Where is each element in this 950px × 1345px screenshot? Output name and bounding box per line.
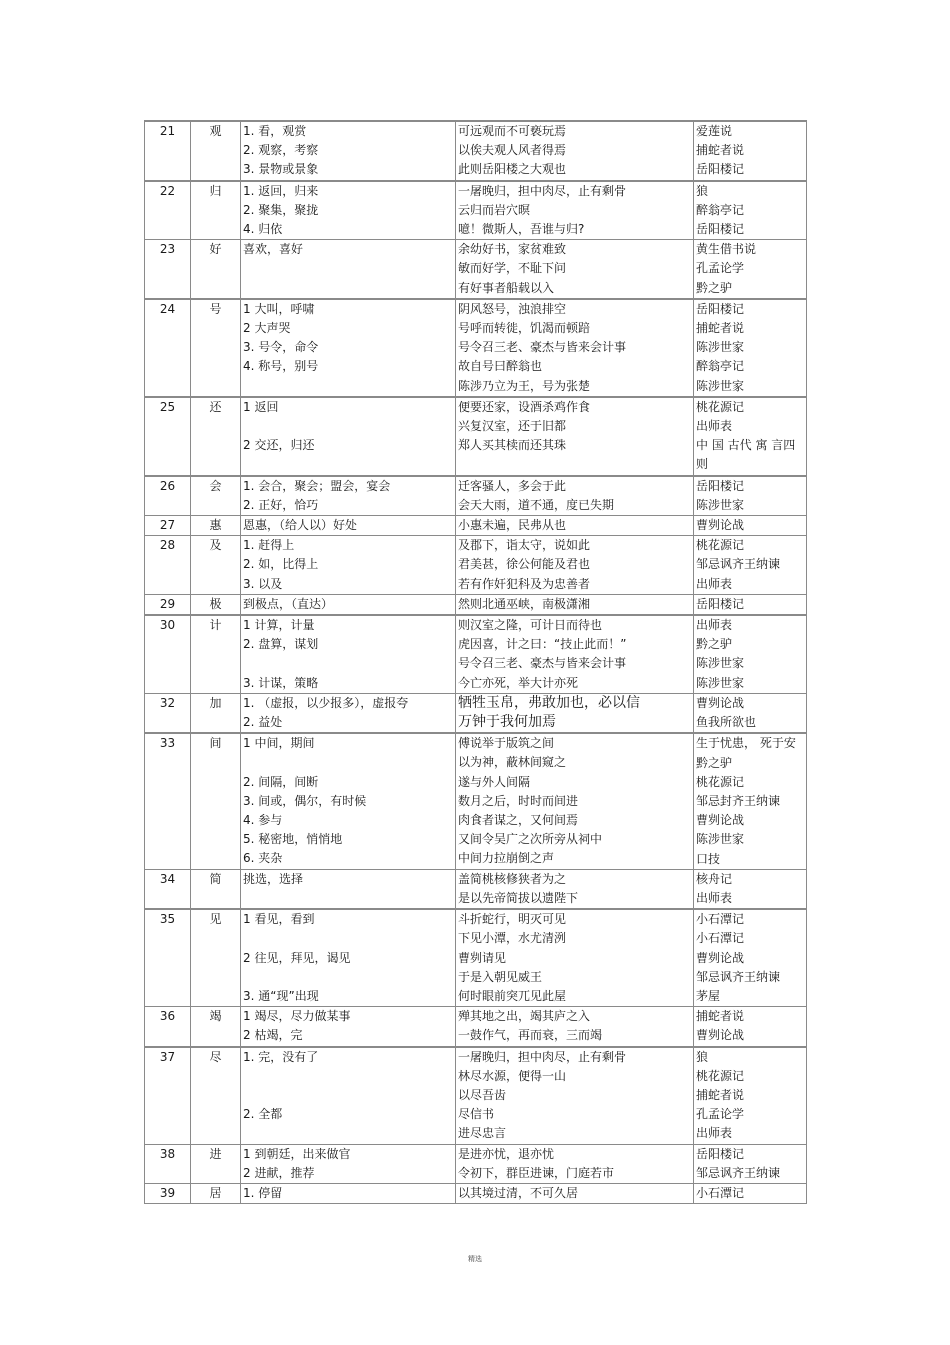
meaning-line: 2. 全都	[243, 1107, 283, 1122]
meaning-line: 3. 以及	[243, 576, 283, 591]
meaning-line: 2. 间隔，间断	[243, 774, 319, 789]
example-line: 今亡亦死，举大计亦死	[458, 675, 579, 690]
headword: 尽	[191, 1047, 241, 1145]
meaning-line: 1 中间，期间	[243, 736, 315, 751]
meaning-line: 恩惠，（给人以）好处	[243, 518, 358, 533]
example-line: 肉食者谋之，又何间焉	[458, 813, 579, 828]
source-cell	[694, 299, 807, 397]
meaning-line: 3. 间或，偶尔，有时候	[243, 793, 367, 808]
meaning-line: 1 返回	[243, 399, 279, 414]
example-cell	[456, 869, 694, 909]
src-line: 黄生借书说	[696, 242, 757, 257]
src-line: 捕蛇者说	[696, 1087, 745, 1102]
example-line: 然则北通巫峡，南极潇湘	[458, 596, 591, 611]
meaning-cell	[241, 1144, 456, 1183]
source-cell	[694, 594, 807, 615]
example-line: 便要还家，设酒杀鸡作食	[458, 399, 591, 414]
example-line: 噫！微斯人，吾谁与归?	[458, 221, 585, 236]
example-cell	[456, 397, 694, 476]
src-line: 陈涉世家	[696, 675, 745, 690]
src-line: 醉翁亭记	[696, 359, 745, 374]
meaning-line: 2. 观察，考察	[243, 143, 319, 158]
example-line: 可远观而不可亵玩焉	[458, 124, 567, 138]
example-line: 迁客骚人，多会于此	[458, 478, 567, 493]
meaning-line: 1. 停留	[243, 1185, 283, 1200]
row-number: 35	[145, 909, 191, 1007]
meaning-cell	[241, 299, 456, 397]
row-number: 26	[145, 476, 191, 516]
source-cell	[694, 693, 807, 733]
example-line: 小惠未遍，民弗从也	[458, 518, 567, 533]
example-cell	[456, 1047, 694, 1145]
meaning-cell	[241, 516, 456, 536]
meaning-line: 2. 如，比得上	[243, 557, 319, 572]
meaning-cell	[241, 240, 456, 299]
row-number: 33	[145, 733, 191, 869]
row-number: 30	[145, 615, 191, 693]
row-number: 27	[145, 516, 191, 536]
src-line: 曹刿论战	[696, 695, 745, 710]
src-line: 爱莲说	[696, 124, 733, 138]
headword: 及	[191, 536, 241, 595]
meaning-cell	[241, 909, 456, 1007]
meaning-line	[243, 968, 453, 987]
src-line: 黔之驴	[696, 280, 733, 295]
src-line: 曹刿论战	[696, 1028, 745, 1043]
meaning-line	[243, 377, 453, 396]
source-cell	[694, 240, 807, 299]
meaning-line: 1 到朝廷，出来做官	[243, 1146, 351, 1161]
headword: 间	[191, 733, 241, 869]
table-row	[145, 476, 807, 516]
row-number: 32	[145, 693, 191, 733]
meaning-cell	[241, 181, 456, 240]
src-line: 陈涉世家	[696, 497, 745, 512]
meaning-line: 5. 秘密地，悄悄地	[243, 832, 343, 847]
row-number: 29	[145, 594, 191, 615]
example-line: 何时眼前突兀见此屋	[458, 988, 567, 1003]
example-line: 郑人买其椟而还其珠	[458, 438, 567, 453]
example-cell	[456, 1183, 694, 1203]
headword: 简	[191, 869, 241, 909]
src-line: 曹刿论战	[696, 518, 745, 533]
source-cell	[694, 121, 807, 181]
meaning-cell	[241, 1047, 456, 1145]
table-row	[145, 594, 807, 615]
src-line: 陈涉世家	[696, 832, 745, 847]
headword: 归	[191, 181, 241, 240]
example-line: 一鼓作气，再而衰，三而竭	[458, 1028, 603, 1043]
source-cell	[694, 909, 807, 1007]
row-number: 34	[145, 869, 191, 909]
example-cell	[456, 594, 694, 615]
example-line: 牺牲玉帛，弗敢加也，必以信	[458, 694, 640, 711]
meaning-line: 2 进献，推荐	[243, 1165, 315, 1180]
meaning-line	[243, 654, 453, 673]
headword: 居	[191, 1183, 241, 1203]
src-line: 孔孟论学	[696, 1107, 745, 1122]
meaning-line	[243, 889, 453, 908]
example-line: 号令召三老、豪杰与皆来会计事	[458, 656, 627, 671]
row-number: 24	[145, 299, 191, 397]
src-line: 狼	[696, 183, 709, 198]
src-line: 鱼我所欲也	[696, 715, 757, 730]
source-cell	[694, 1007, 807, 1047]
example-line: 曹刿请见	[458, 950, 507, 965]
table-row	[145, 693, 807, 733]
example-line: 以为神，蔽林间窥之	[458, 755, 567, 770]
example-line: 君美甚，徐公何能及君也	[458, 557, 591, 572]
source-cell	[694, 869, 807, 909]
src-line: 桃花源记	[696, 1068, 745, 1083]
example-cell	[456, 733, 694, 869]
meaning-line: 2. 聚集，聚拢	[243, 202, 319, 217]
table-row	[145, 1047, 807, 1145]
meaning-cell	[241, 1007, 456, 1047]
headword: 还	[191, 397, 241, 476]
headword: 号	[191, 299, 241, 397]
meaning-line: 2. 益处	[243, 715, 283, 730]
example-line: 敏而好学，不耻下问	[458, 261, 567, 276]
src-line: 捕蛇者说	[696, 143, 745, 158]
meaning-cell	[241, 733, 456, 869]
meaning-line: 3. 计谋，策略	[243, 675, 319, 690]
example-line: 则汉室之隆，可计日而待也	[458, 618, 603, 633]
example-line: 号呼而转徙，饥渴而顿踣	[458, 321, 591, 336]
meaning-line: 1 看见，看到	[243, 912, 315, 927]
meaning-cell	[241, 397, 456, 476]
meaning-line	[243, 279, 453, 298]
src-line: 陈涉世家	[696, 378, 745, 393]
headword: 计	[191, 615, 241, 693]
example-cell	[456, 240, 694, 299]
meaning-line: 3. 通“现”出现	[243, 988, 319, 1003]
table-row	[145, 299, 807, 397]
source-cell	[694, 1183, 807, 1203]
source-cell	[694, 397, 807, 476]
src-line: 捕蛇者说	[696, 321, 745, 336]
table-row	[145, 121, 807, 181]
table-row	[145, 240, 807, 299]
example-cell	[456, 476, 694, 516]
row-number: 28	[145, 536, 191, 595]
headword: 竭	[191, 1007, 241, 1047]
source-cell	[694, 476, 807, 516]
meaning-line: 1 竭尽，尽力做某事	[243, 1009, 351, 1024]
page-footer: 精选	[468, 1255, 482, 1263]
example-cell	[456, 693, 694, 733]
src-line: 黔之驴	[696, 755, 733, 770]
meaning-line	[243, 259, 453, 278]
table-row	[145, 181, 807, 240]
example-line: 于是入朝见威王	[458, 969, 543, 984]
meaning-line: 2. 盘算，谋划	[243, 637, 319, 652]
meaning-line: 1 大叫，呼啸	[243, 301, 315, 316]
table-row	[145, 397, 807, 476]
meaning-line: 到极点，（直达）	[243, 596, 334, 611]
meaning-cell	[241, 615, 456, 693]
example-line: 以俟夫观人风者得焉	[458, 143, 567, 158]
meaning-cell	[241, 476, 456, 516]
src-line: 孔孟论学	[696, 261, 745, 276]
table-body	[145, 121, 807, 1204]
src-line: 醉翁亭记	[696, 202, 745, 217]
example-cell	[456, 536, 694, 595]
src-line: 出师表	[696, 890, 733, 905]
table-row	[145, 1144, 807, 1183]
src-line: 小石潭记	[696, 931, 745, 946]
example-line: 数月之后，时时而间进	[458, 793, 579, 808]
example-line: 故自号曰醉翁也	[458, 359, 543, 374]
src-line: 捕蛇者说	[696, 1009, 745, 1024]
src-line: 出师表	[696, 618, 733, 633]
source-cell	[694, 733, 807, 869]
meaning-line: 2 往见，拜见，谒见	[243, 950, 351, 965]
src-line: 狼	[696, 1049, 709, 1064]
table-row	[145, 1183, 807, 1203]
src-line: 出师表	[696, 576, 733, 591]
table-row	[145, 909, 807, 1007]
src-line: 黔之驴	[696, 637, 733, 652]
meaning-line: 1. 赶得上	[243, 538, 295, 553]
headword: 见	[191, 909, 241, 1007]
example-line: 会天大雨，道不通，度已失期	[458, 497, 615, 512]
src-line: 桃花源记	[696, 774, 745, 789]
table-row	[145, 615, 807, 693]
example-line: 云归而岩穴暝	[458, 202, 531, 217]
meaning-line: 1. 返回，归来	[243, 183, 319, 198]
src-line: 中 国 古代 寓 言四则	[696, 438, 796, 472]
example-line: 是以先帝简拔以遗陛下	[458, 890, 579, 905]
example-line: 若有作奸犯科及为忠善者	[458, 576, 591, 591]
table-row	[145, 1007, 807, 1047]
example-line: 以其境过清，不可久居	[458, 1185, 579, 1200]
example-cell	[456, 1144, 694, 1183]
src-line: 邹忌讽齐王纳谏	[696, 1165, 781, 1180]
source-cell	[694, 516, 807, 536]
meaning-line: 1. 完，没有了	[243, 1049, 319, 1064]
meaning-line: 2 交还，归还	[243, 438, 315, 453]
example-line: 遂与外人间隔	[458, 774, 531, 789]
row-number: 25	[145, 397, 191, 476]
meaning-line	[243, 1086, 453, 1105]
example-line: 下见小潭，水尤清洌	[458, 931, 567, 946]
example-line: 及郡下，诣太守，说如此	[458, 538, 591, 553]
example-line: 是进亦忧，退亦忧	[458, 1146, 555, 1161]
example-line: 中间力拉崩倒之声	[458, 851, 555, 866]
headword: 极	[191, 594, 241, 615]
src-line: 邹忌讽齐王纳谏	[696, 969, 781, 984]
meaning-line: 3. 景物或景象	[243, 162, 319, 177]
meaning-line: 4. 归依	[243, 221, 283, 236]
meaning-line: 1. （虚报，以少报多），虚报夸	[243, 695, 409, 710]
meaning-line: 喜欢，喜好	[243, 242, 304, 257]
table-row	[145, 869, 807, 909]
meaning-line: 1. 会合，聚会；盟会，宴会	[243, 478, 391, 493]
headword: 惠	[191, 516, 241, 536]
source-cell	[694, 1144, 807, 1183]
example-line: 殚其地之出，竭其庐之入	[458, 1009, 591, 1024]
src-line: 出师表	[696, 1126, 733, 1141]
src-line: 陈涉世家	[696, 656, 745, 671]
headword: 加	[191, 693, 241, 733]
src-line: 茅屋	[696, 988, 721, 1003]
example-line: 此则岳阳楼之大观也	[458, 162, 567, 177]
example-line: 余幼好书，家贫难致	[458, 242, 567, 257]
src-line: 岳阳楼记	[696, 162, 745, 177]
src-line: 出师表	[696, 419, 733, 434]
example-cell	[456, 1007, 694, 1047]
example-line: 又间令吴广之次所旁从祠中	[458, 832, 603, 847]
source-cell	[694, 181, 807, 240]
meaning-line: 挑选，选择	[243, 871, 304, 886]
meaning-line: 6. 夹杂	[243, 851, 283, 866]
example-line: 兴复汉室，还于旧都	[458, 419, 567, 434]
meaning-cell	[241, 121, 456, 181]
example-line: 盖简桃核修狭者为之	[458, 871, 567, 886]
meaning-line: 2 大声哭	[243, 321, 291, 336]
meaning-line	[243, 1067, 453, 1086]
meaning-cell	[241, 1183, 456, 1203]
example-cell	[456, 615, 694, 693]
example-line: 万钟于我何加焉	[458, 714, 556, 731]
example-cell	[456, 516, 694, 536]
meaning-line	[243, 753, 453, 772]
meaning-line: 2 枯竭，完	[243, 1028, 303, 1043]
src-line: 邹忌讽齐王纳谏	[696, 557, 781, 572]
src-line: 岳阳楼记	[696, 478, 745, 493]
example-line: 一屠晚归，担中肉尽，止有剩骨	[458, 183, 627, 198]
src-line: 陈涉世家	[696, 340, 745, 355]
headword: 观	[191, 121, 241, 181]
example-line: 傅说举于版筑之间	[458, 736, 555, 751]
headword: 会	[191, 476, 241, 516]
row-number: 23	[145, 240, 191, 299]
meaning-line: 1 计算，计量	[243, 618, 315, 633]
meaning-line	[243, 417, 453, 436]
table-row	[145, 516, 807, 536]
meaning-cell	[241, 594, 456, 615]
meaning-cell	[241, 693, 456, 733]
src-line: 桃花源记	[696, 538, 745, 553]
headword: 进	[191, 1144, 241, 1183]
row-number: 37	[145, 1047, 191, 1145]
source-cell	[694, 536, 807, 595]
meaning-line	[243, 929, 453, 948]
src-line: 核舟记	[696, 871, 733, 886]
example-line: 斗折蛇行，明灭可见	[458, 912, 567, 927]
src-line: 岳阳楼记	[696, 596, 745, 611]
source-cell	[694, 615, 807, 693]
row-number: 22	[145, 181, 191, 240]
example-line: 尽信书	[458, 1107, 495, 1122]
example-line: 有好事者船载以入	[458, 280, 555, 295]
example-line: 一屠晚归，担中肉尽，止有剩骨	[458, 1049, 627, 1064]
table-row	[145, 536, 807, 595]
example-line: 陈涉乃立为王，号为张楚	[458, 378, 591, 393]
example-line: 阴风怒号，浊浪排空	[458, 301, 567, 316]
row-number: 36	[145, 1007, 191, 1047]
headword: 好	[191, 240, 241, 299]
source-cell	[694, 1047, 807, 1145]
src-line: 岳阳楼记	[696, 301, 745, 316]
src-line: 小石潭记	[696, 912, 745, 927]
src-line: 曹刿论战	[696, 813, 745, 828]
example-line: 虎因喜，计之曰：“技止此而！”	[458, 637, 627, 652]
meaning-line: 4. 称号，别号	[243, 359, 319, 374]
example-cell	[456, 909, 694, 1007]
row-number: 39	[145, 1183, 191, 1203]
example-line: 以尽吾齿	[458, 1087, 507, 1102]
src-line: 曹刿论战	[696, 950, 745, 965]
src-line: 岳阳楼记	[696, 1146, 745, 1161]
src-line: 岳阳楼记	[696, 222, 745, 237]
meaning-line: 4. 参与	[243, 813, 283, 828]
src-line: 生于忧患， 死于安	[696, 736, 796, 751]
meaning-line: 3. 号令，命令	[243, 340, 319, 355]
example-line: 令初下，群臣进谏，门庭若市	[458, 1165, 615, 1180]
src-line: 小石潭记	[696, 1185, 745, 1200]
meaning-line: 1. 看，观赏	[243, 124, 307, 138]
src-line: 桃花源记	[696, 399, 745, 414]
example-cell	[456, 181, 694, 240]
meaning-line: 2. 正好，恰巧	[243, 497, 319, 512]
meaning-line	[243, 1124, 453, 1143]
example-cell	[456, 121, 694, 181]
src-line: 邹忌封齐王纳谏	[696, 793, 781, 808]
src-line: 口技	[696, 851, 721, 866]
example-line: 号令召三老、豪杰与皆来会计事	[458, 340, 627, 355]
row-number: 21	[145, 121, 191, 181]
row-number: 38	[145, 1144, 191, 1183]
example-line: 进尽忠言	[458, 1126, 507, 1141]
example-line: 林尽水源，便得一山	[458, 1068, 567, 1083]
word-meaning-table	[144, 120, 807, 1204]
meaning-cell	[241, 536, 456, 595]
example-cell	[456, 299, 694, 397]
meaning-cell	[241, 869, 456, 909]
table-row	[145, 733, 807, 869]
